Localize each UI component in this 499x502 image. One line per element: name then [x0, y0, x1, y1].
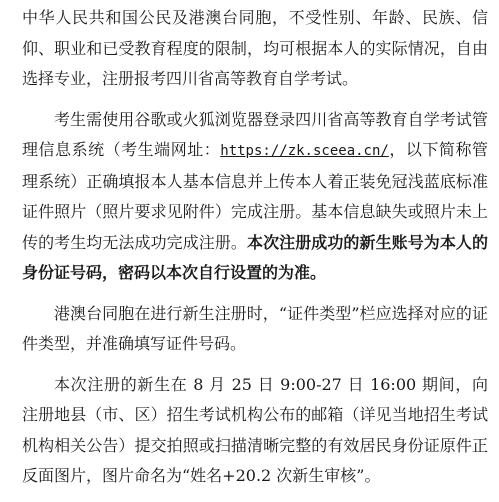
paragraph-eligibility: 中华人民共和国公民及港澳台同胞，不受性别、年龄、民族、信仰、职业和已受教育程度的限制，均可根据本人的实际情况，自由选择专业，注册报考四川省高等教育自学考试。	[22, 8, 488, 88]
registration-text-after-link: ，以下简称管理系统）正确填报本人基本信息并上传本人着正装免冠浅蓝底标准证件照片（照片要求见附件）完成注册。基本信息缺失或照片未上传的考生均无法成功完成注册。	[22, 140, 488, 252]
paragraph-id-type: 港澳台同胞在进行新生注册时，“证件类型”栏应选择对应的证件类型，并准确填写证件号码。	[22, 303, 488, 353]
exam-system-link[interactable]: https://zk.sceea.cn/	[220, 143, 389, 159]
account-note-bold: 本次注册成功的新生账号为本人的身份证号码，密码以本次自行设置的为准。	[22, 232, 488, 282]
paragraph-registration	[22, 105, 488, 289]
document-body	[22, 3, 488, 502]
registration-text-before-link: 考生需使用谷歌或火狐浏览器登录四川省高等教育自学考试管理信息系统（考生端网址：	[22, 109, 488, 159]
paragraph-submission: 本次注册的新生在 8 月 25 日 9:00-27 日 16:00 期间，向注册地县（市、区）招生考试机构公布的邮箱（详见当地招生考试机构相关公告）提交拍照或扫描清晰完整的有效居民身份证原件正反面图片，图片命名为“姓名+20.2 次新生审核”。	[22, 374, 488, 485]
